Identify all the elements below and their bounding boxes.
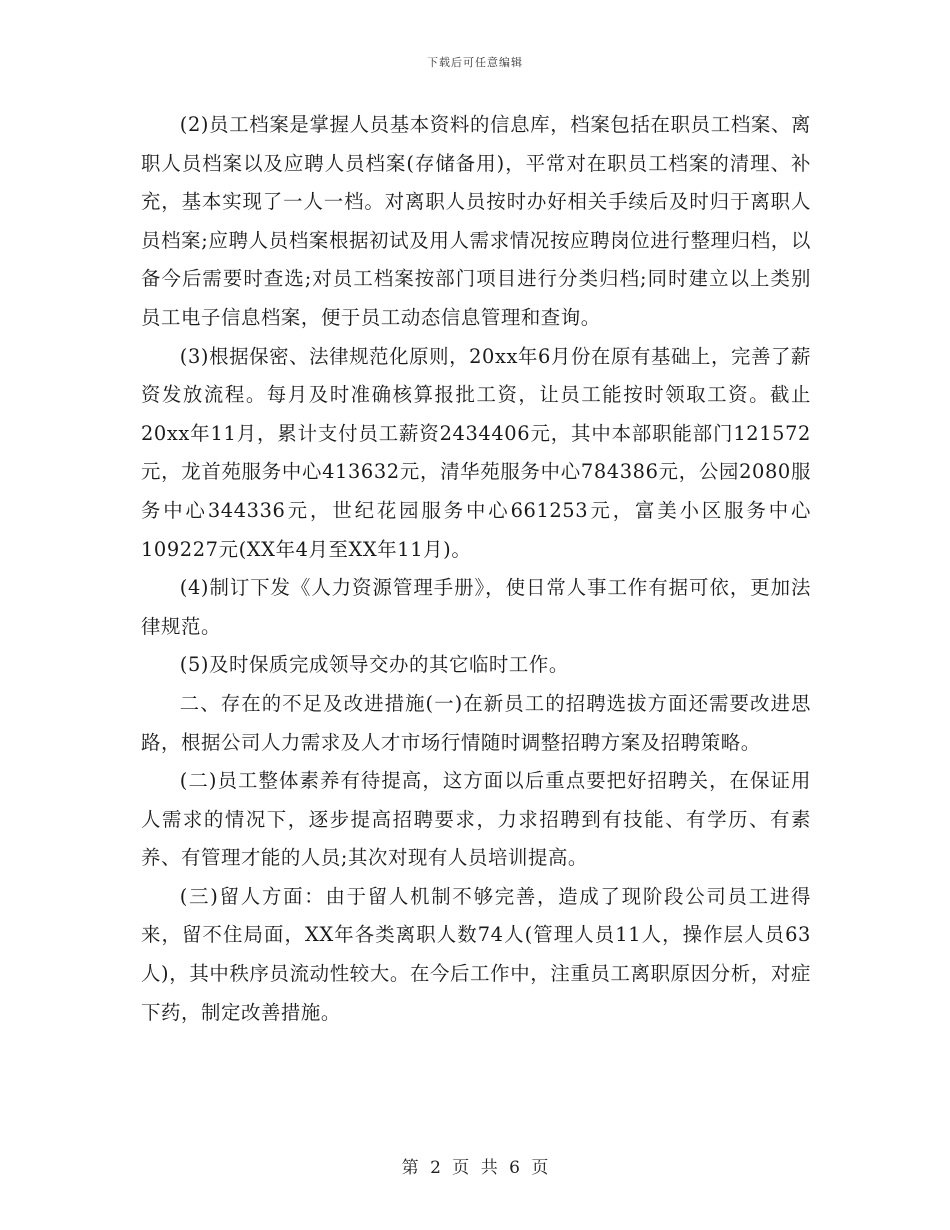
paragraph-salary-process: (3)根据保密、法律规范化原则，20xx年6月份在原有基础上，完善了薪资发放流程。每月及时准确核算报批工资，让员工能按时领取工资。截止20xx年11月，累计支付员工薪资2434406元，其中本部职能部门121572元，龙首苑服务中心413632元，清华苑服务中心784386元，公园2080服务中心344336元，世纪花园服务中心661253元，富美小区服务中心109227元(XX年4月至XX年11月)。: [141, 344, 811, 561]
page-header: 下载后可任意编辑: [427, 56, 523, 69]
paragraph-shortcomings-recruitment: 二、存在的不足及改进措施(一)在新员工的招聘选拔方面还需要改进思路，根据公司人力需求及人才市场行情随时调整招聘方案及招聘策略。: [141, 691, 811, 754]
page-number: 第 2 页 共 6 页: [401, 1158, 549, 1178]
paragraph-temporary-work: (5)及时保质完成领导交办的其它临时工作。: [179, 653, 569, 677]
paragraph-staff-quality: (二)员工整体素养有待提高，这方面以后重点要把好招聘关，在保证用人需求的情况下，逐步提高招聘要求，力求招聘到有技能、有学历、有素养、有管理才能的人员;其次对现有人员培训提高。: [141, 769, 811, 870]
paragraph-retention: (三)留人方面：由于留人机制不够完善，造成了现阶段公司员工进得来，留不住局面，XX年各类离职人数74人(管理人员11人，操作层人员63人)，其中秩序员流动性较大。在今后工作中，注重员工离职原因分析，对症下药，制定改善措施。: [141, 884, 811, 1024]
document-body: [141, 106, 811, 1032]
paragraph-hr-handbook: (4)制订下发《人力资源管理手册》，使日常人事工作有据可依，更加法律规范。: [141, 576, 811, 638]
paragraph-employee-archives: (2)员工档案是掌握人员基本资料的信息库，档案包括在职员工档案、离职人员档案以及应聘人员档案(存储备用)，平常对在职员工档案的清理、补充，基本实现了一人一档。对离职人员按时办好相关手续后及时归于离职人员档案;应聘人员档案根据初试及用人需求情况按应聘岗位进行整理归档，以备今后需要时查选;对员工档案按部门项目进行分类归档;同时建立以上类别员工电子信息档案，便于员工动态信息管理和查询。: [141, 113, 811, 329]
